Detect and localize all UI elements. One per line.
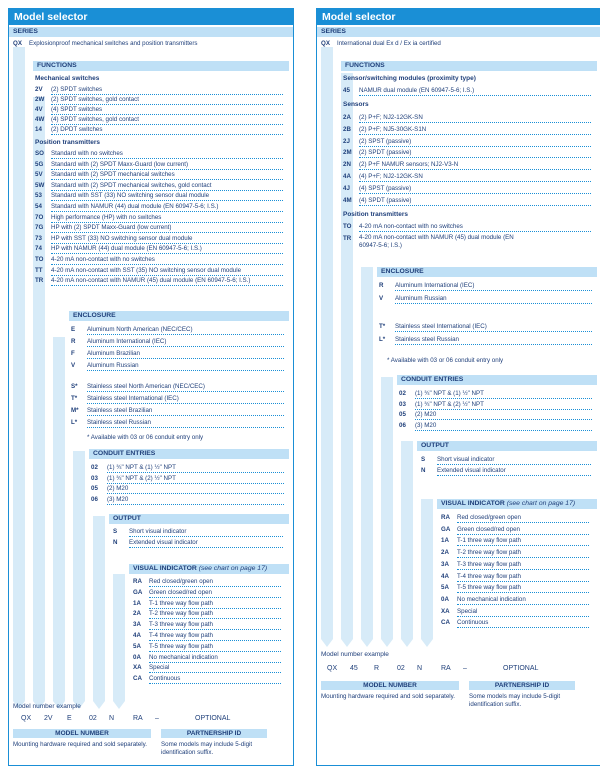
option-description: Standard with no switches: [51, 149, 283, 159]
selector-arrow: [341, 639, 353, 647]
option-description: No mechanical indication: [457, 595, 589, 605]
option-row: [113, 538, 285, 548]
right-title: Model selector: [317, 9, 600, 25]
option-code: 2M: [343, 149, 352, 157]
option-code: 02: [399, 390, 406, 397]
option-row: [35, 191, 285, 201]
option-description: (2) P+F; NJ5-30GK-S1N: [359, 125, 591, 135]
option-row: [71, 394, 286, 404]
option-code: F: [71, 350, 75, 357]
option-code: 4W: [35, 116, 45, 123]
option-description: (4) SPST (passive): [359, 184, 591, 194]
option-code: 14: [35, 126, 42, 133]
option-row: [343, 137, 593, 147]
option-row: [343, 113, 593, 123]
option-code: S: [421, 456, 426, 463]
option-code: 2A: [441, 549, 449, 557]
sensors-subhead: Sensors: [343, 101, 369, 108]
option-description: T-4 three way flow path: [457, 572, 589, 582]
option-code: 2A: [133, 610, 141, 618]
option-row: [343, 86, 593, 96]
enclosure-band: ENCLOSURE: [69, 311, 289, 321]
option-code: TR: [35, 277, 44, 285]
option-code: CA: [441, 619, 450, 627]
option-code: 03: [91, 474, 98, 482]
option-row: [35, 202, 285, 212]
option-description: Red closed/green open: [149, 577, 281, 587]
option-description: 4-20 mA non-contact with no switches: [51, 255, 283, 265]
selector-arrow: [361, 639, 373, 647]
option-code: 2V: [35, 86, 43, 93]
option-code: 3A: [133, 621, 141, 629]
option-code: S*: [71, 383, 78, 390]
option-row: [71, 325, 286, 335]
option-row: [343, 184, 593, 194]
option-row: [379, 322, 594, 332]
option-row: [35, 234, 285, 244]
option-row: [91, 495, 286, 505]
option-row: [91, 474, 286, 484]
option-code: 2J: [343, 137, 350, 145]
option-code: 74: [35, 245, 42, 253]
option-row: [343, 148, 593, 158]
option-row: [35, 223, 285, 233]
option-description: T-3 three way flow path: [149, 620, 281, 630]
visual-note: (see chart on page 17): [504, 500, 576, 507]
left-title: Model selector: [9, 9, 293, 25]
selector-column: [361, 267, 373, 639]
option-description: High performance (HP) with no switches: [51, 213, 283, 223]
right-model-selector: [316, 8, 600, 766]
enclosure-band: ENCLOSURE: [377, 267, 597, 277]
option-description: Short visual indicator: [129, 527, 283, 537]
option-row: [441, 572, 591, 582]
option-code: 4V: [35, 106, 43, 113]
option-code: 1A: [441, 537, 449, 545]
option-description: 4-20 mA non-contact with NAMUR (45) dual module (EN 60947-5-6; I.S.): [359, 234, 514, 249]
option-description: (2) SPDT (passive): [359, 148, 591, 158]
option-code: 5G: [35, 160, 44, 168]
option-description: 4-20 mA non-contact with no switches: [359, 222, 591, 232]
option-description: (3) M20: [415, 421, 592, 431]
option-description: Red closed/green open: [457, 513, 589, 523]
model-number-band: MODEL NUMBER: [321, 681, 459, 690]
option-code: RA: [133, 578, 142, 585]
example-code: RA: [441, 665, 451, 672]
functions-band: FUNCTIONS: [33, 61, 289, 71]
option-row: [71, 337, 286, 347]
option-row: [421, 466, 593, 476]
option-row: [379, 294, 594, 304]
option-code: L*: [71, 419, 78, 426]
visual-label: VISUAL INDICATOR: [441, 500, 505, 507]
option-description: 4-20 mA non-contact with NAMUR (45) dual module (EN 60947-5-6; I.S.): [51, 276, 283, 286]
option-row: [35, 255, 285, 265]
option-row: [133, 599, 283, 609]
option-code: 2A: [343, 114, 351, 121]
option-row: [91, 463, 286, 473]
option-code: T*: [71, 395, 78, 402]
option-description: Aluminum Russian: [395, 294, 592, 304]
option-description: Special: [457, 607, 589, 617]
visual-band: [437, 499, 597, 509]
example-code: N: [417, 665, 423, 672]
model-number-note: Mounting hardware required and sold separately.: [13, 741, 148, 748]
option-description: T-1 three way flow path: [149, 599, 281, 609]
option-description: No mechanical indication: [149, 653, 281, 663]
option-code: N: [421, 467, 426, 474]
selector-column: [53, 337, 65, 701]
option-code: 2N: [343, 161, 351, 169]
example-label: Model number example: [321, 651, 389, 658]
option-code: TT: [35, 266, 43, 274]
option-row: [71, 361, 286, 371]
left-model-selector: [8, 8, 294, 766]
option-row: [441, 607, 591, 617]
option-description: (4) SPDT switches, gold contact: [51, 115, 283, 125]
series-band: SERIES: [9, 27, 293, 37]
selector-arrow: [381, 639, 393, 647]
example-code: 02: [89, 715, 97, 722]
option-description: NAMUR dual module (EN 60947-5-6; I.S.): [359, 86, 591, 96]
option-row: [35, 160, 285, 170]
partnership-note: Some models may include 5-digit identification suffix.: [469, 693, 561, 708]
option-description: (1) ¾" NPT & (1) ½" NPT: [415, 389, 592, 399]
option-description: Aluminum International (IEC): [87, 337, 284, 347]
option-code: 0A: [441, 595, 449, 603]
option-code: TO: [35, 256, 44, 263]
option-code: 4M: [343, 196, 352, 204]
option-code: S: [113, 528, 118, 535]
example-code: E: [67, 715, 72, 722]
option-row: [343, 125, 593, 135]
option-description: (4) SPDT (passive): [359, 196, 591, 206]
option-description: Extended visual indicator: [437, 466, 591, 476]
option-description: Standard with NAMUR (44) dual module (EN 60947-5-6; I.S.): [51, 202, 283, 212]
option-description: (4) SPDT switches: [51, 105, 283, 115]
option-code: GA: [441, 525, 451, 533]
example-code: OPTIONAL: [195, 715, 231, 722]
option-code: 4A: [441, 572, 449, 580]
option-description: Continuous: [149, 674, 281, 684]
option-row: [133, 642, 283, 652]
option-description: T-5 three way flow path: [149, 642, 281, 652]
series-row: [13, 39, 283, 49]
option-row: [441, 618, 591, 628]
option-description: T-1 three way flow path: [457, 536, 589, 546]
option-row: [133, 609, 283, 619]
option-code: 05: [399, 411, 406, 418]
option-code: R: [71, 338, 76, 345]
option-description: (4) P+F; NJ2-12GK-SN: [359, 172, 591, 182]
pos-subhead: Position transmitters: [343, 211, 409, 218]
option-description: Aluminum International (IEC): [395, 281, 592, 291]
conduit-band: CONDUIT ENTRIES: [397, 375, 597, 385]
option-code: 5W: [35, 181, 45, 189]
option-row: [133, 620, 283, 630]
option-row: [399, 421, 594, 431]
option-description: Aluminum North American (NEC/CEC): [87, 325, 284, 335]
option-description: (2) SPDT switches, gold contact: [51, 95, 283, 105]
option-code: RA: [441, 514, 450, 521]
option-code: 06: [399, 421, 406, 429]
option-row: [441, 525, 591, 535]
option-description: Stainless steel Brazilian: [87, 406, 284, 416]
pos-subhead: Position transmitters: [35, 139, 101, 146]
option-code: 7G: [35, 224, 44, 232]
example-code: 2V: [44, 715, 53, 722]
option-code: SO: [35, 150, 44, 157]
option-row: [35, 266, 285, 276]
option-description: Aluminum Brazilian: [87, 349, 284, 359]
option-code: 1A: [133, 599, 141, 607]
option-code: CA: [133, 675, 142, 683]
option-code: E: [71, 326, 76, 333]
option-code: 0A: [133, 653, 141, 661]
option-row: [399, 400, 594, 410]
option-code: 73: [35, 234, 42, 242]
functions-band: FUNCTIONS: [341, 61, 597, 71]
option-description: HP with SST (33) NO switching sensor dual module: [51, 234, 283, 244]
option-description: Short visual indicator: [437, 455, 591, 465]
series-band: SERIES: [317, 27, 600, 37]
option-row: [35, 213, 285, 223]
selector-column: [113, 574, 125, 701]
option-description: Stainless steel International (IEC): [395, 322, 592, 332]
option-code: 7O: [35, 213, 44, 221]
option-description: Green closed/red open: [149, 588, 281, 598]
option-code: XA: [441, 607, 450, 615]
option-code: 53: [35, 192, 42, 200]
option-code: 45: [343, 87, 350, 94]
option-row: [35, 125, 285, 135]
option-code: 2B: [343, 125, 351, 133]
enclosure-note: * Available with 03 or 06 conduit entry only: [387, 357, 504, 364]
option-code: 4A: [343, 173, 351, 180]
option-row: [35, 95, 285, 105]
option-description: T-3 three way flow path: [457, 560, 589, 570]
option-row: [35, 115, 285, 125]
option-row: [441, 548, 591, 558]
option-description: Stainless steel Russian: [87, 418, 284, 428]
option-description: (2) M20: [107, 484, 284, 494]
option-row: [133, 631, 283, 641]
option-description: Aluminum Russian: [87, 361, 284, 371]
series-code: QX: [13, 40, 22, 47]
visual-label: VISUAL INDICATOR: [133, 565, 197, 572]
option-code: 3A: [441, 560, 449, 568]
option-description: Stainless steel International (IEC): [87, 394, 284, 404]
option-row: [441, 560, 591, 570]
partnership-band: PARTNERSHIP ID: [161, 729, 267, 738]
option-row: [379, 335, 594, 345]
option-row: [379, 281, 594, 291]
option-code: 02: [91, 464, 98, 471]
option-code: V: [71, 362, 76, 369]
output-band: OUTPUT: [109, 514, 289, 524]
sens-subhead: Sensor/switching modules (proximity type): [343, 75, 476, 82]
option-row: [343, 172, 593, 182]
option-row: [35, 181, 285, 191]
option-description: Stainless steel North American (NEC/CEC): [87, 382, 284, 392]
option-description: Extended visual indicator: [129, 538, 283, 548]
example-code: 45: [350, 665, 358, 672]
option-description: Green closed/red open: [457, 525, 589, 535]
option-row: [91, 484, 286, 494]
option-description: (2) SPDT switches: [51, 85, 283, 95]
option-description: Standard with (2) SPDT Maxx-Guard (low current): [51, 160, 283, 170]
option-row: [421, 455, 593, 465]
option-row: [133, 653, 283, 663]
option-code: TR: [343, 235, 352, 242]
option-description: Standard with (2) SPDT mechanical switches: [51, 170, 283, 180]
option-description: (2) M20: [415, 410, 592, 420]
example-code: RA: [133, 715, 143, 722]
option-description: HP with NAMUR (44) dual module (EN 60947-5-6; I.S.): [51, 244, 283, 254]
example-code: –: [155, 715, 159, 722]
visual-note: (see chart on page 17): [196, 565, 268, 572]
selector-arrow: [113, 701, 125, 709]
option-code: XA: [133, 664, 142, 672]
selector-arrow: [321, 639, 333, 647]
option-description: 4-20 mA non-contact with SST (35) NO switching sensor dual module: [51, 266, 283, 276]
option-description: (3) M20: [107, 495, 284, 505]
option-row: [441, 595, 591, 605]
option-code: 5A: [133, 642, 141, 650]
option-row: [35, 276, 285, 286]
option-row: [35, 149, 285, 159]
option-description: (1) ¾" NPT & (2) ½" NPT: [415, 400, 592, 410]
option-description: T-4 three way flow path: [149, 631, 281, 641]
option-code: T*: [379, 323, 386, 330]
selector-column: [13, 47, 25, 701]
example-code: N: [109, 715, 115, 722]
selector-column: [401, 441, 413, 639]
option-description: (1) ¾" NPT & (1) ½" NPT: [107, 463, 284, 473]
option-row: [441, 513, 591, 523]
option-row: [35, 105, 285, 115]
option-row-tr: [343, 234, 593, 256]
option-code: 54: [35, 203, 42, 210]
option-description: (2) SPST (passive): [359, 137, 591, 147]
series-code: QX: [321, 40, 330, 47]
option-description: T-5 three way flow path: [457, 583, 589, 593]
selector-column: [73, 451, 85, 701]
option-code: 03: [399, 400, 406, 408]
option-code: 5A: [441, 584, 449, 592]
option-row: [35, 85, 285, 95]
option-row: [113, 527, 285, 537]
option-description: Special: [149, 663, 281, 673]
series-description: International dual Ex d / Ex ia certified: [337, 40, 441, 47]
option-code: TO: [343, 223, 352, 230]
selector-arrow: [93, 701, 105, 709]
example-code: QX: [327, 665, 338, 672]
option-description: (2) DPDT switches: [51, 125, 283, 135]
selector-column: [421, 499, 433, 639]
partnership-band: PARTNERSHIP ID: [469, 681, 575, 690]
partnership-note: Some models may include 5-digit identification suffix.: [161, 741, 253, 756]
model-number-band: MODEL NUMBER: [13, 729, 151, 738]
option-row: [71, 406, 286, 416]
option-code: 2W: [35, 96, 45, 103]
series-description: Explosionproof mechanical switches and position transmitters: [29, 40, 198, 47]
option-row: [441, 583, 591, 593]
mech-subhead: Mechanical switches: [35, 75, 100, 82]
option-code: 06: [91, 495, 98, 503]
option-description: Standard with (2) SPDT mechanical switches, gold contact: [51, 181, 283, 191]
option-row: [399, 389, 594, 399]
option-row: [133, 663, 283, 673]
option-row: [71, 418, 286, 428]
option-code: V: [379, 295, 384, 302]
option-description: HP with (2) SPDT Maxx-Guard (low current): [51, 223, 283, 233]
example-code: R: [374, 665, 380, 672]
option-row: [133, 588, 283, 598]
option-row: [133, 577, 283, 587]
selector-column: [321, 47, 333, 639]
option-code: R: [379, 282, 384, 289]
option-row: [399, 410, 594, 420]
option-code: 05: [91, 485, 98, 492]
example-code: OPTIONAL: [503, 665, 539, 672]
selector-arrow: [421, 639, 433, 647]
option-code: 4J: [343, 184, 350, 192]
option-description: (1) ¾" NPT & (2) ½" NPT: [107, 474, 284, 484]
option-row: [343, 196, 593, 206]
series-row: [321, 39, 591, 49]
conduit-band: CONDUIT ENTRIES: [89, 449, 289, 459]
option-code: L*: [379, 336, 386, 343]
option-description: T-2 three way flow path: [457, 548, 589, 558]
option-description: Standard with SST (33) NO switching sensor dual module: [51, 191, 283, 201]
option-code: N: [113, 539, 118, 546]
selector-arrow: [401, 639, 413, 647]
option-row: [133, 674, 283, 684]
output-band: OUTPUT: [417, 441, 597, 451]
option-row: [343, 222, 593, 232]
option-description: T-2 three way flow path: [149, 609, 281, 619]
option-row: [35, 170, 285, 180]
option-code: GA: [133, 588, 143, 596]
option-row: [441, 536, 591, 546]
selector-column: [381, 377, 393, 639]
example-code: QX: [21, 715, 32, 722]
option-code: 4A: [133, 632, 141, 639]
option-description: (2) P+F NAMUR sensors; NJ2-V3-N: [359, 160, 591, 170]
option-description: (2) P+F; NJ2-12GK-SN: [359, 113, 591, 123]
visual-band: [129, 564, 289, 574]
option-row: [71, 382, 286, 392]
example-code: –: [463, 665, 467, 672]
enclosure-note: * Available with 03 or 06 conduit entry only: [87, 434, 204, 441]
selector-column: [93, 516, 105, 701]
option-row: [343, 160, 593, 170]
option-description: Stainless steel Russian: [395, 335, 592, 345]
option-code: M*: [71, 407, 79, 414]
model-number-note: Mounting hardware required and sold separately.: [321, 693, 456, 700]
option-row: [71, 349, 286, 359]
option-row: [35, 244, 285, 254]
option-description: Continuous: [457, 618, 589, 628]
example-code: 02: [397, 665, 405, 672]
example-label: Model number example: [13, 703, 81, 710]
option-code: 5V: [35, 171, 43, 179]
